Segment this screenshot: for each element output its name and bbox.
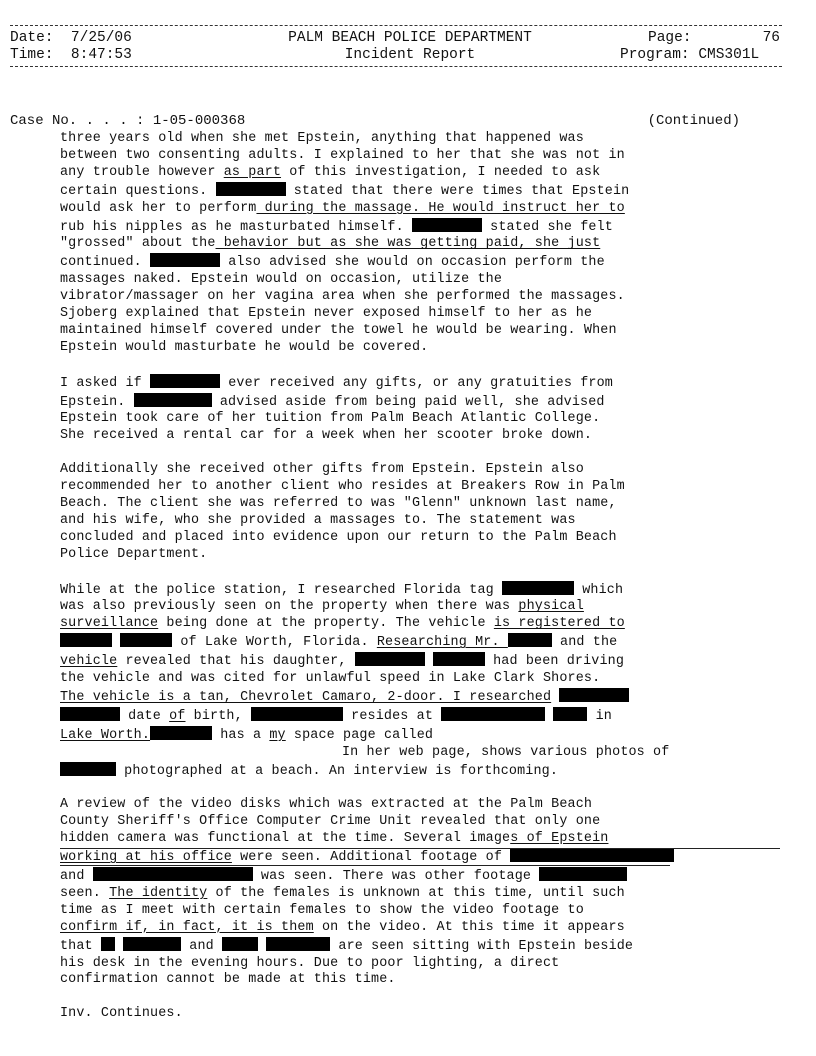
page-label: Page: xyxy=(648,30,692,46)
redaction xyxy=(539,867,627,881)
redaction xyxy=(150,253,220,267)
redaction xyxy=(553,707,587,721)
paragraph-4: While at the police station, I researched Florida tag which was also previously seen on the property when there was physical surveillance being done at the property. The vehicle is registered to of Lake Worth, Florida. Researching Mr. and the vehicle revealed that his daughter, had been driving the vehicle and was cited for unlawful speed in Lake Clark Shores. The vehicle is a tan, Chevrolet Camaro, 2-door. I researched date of birth, resides at in Lake Worth. has a my space page called In her web page, shows various photos of photographed at a beach. An interview is forthcoming. xyxy=(60,582,670,779)
redaction xyxy=(559,688,629,702)
header-bottom-rule xyxy=(10,66,782,67)
department-name: PALM BEACH POLICE DEPARTMENT xyxy=(288,30,532,46)
redaction xyxy=(60,707,120,721)
redaction xyxy=(502,581,574,595)
redaction xyxy=(251,707,343,721)
redaction xyxy=(134,393,212,407)
header-top-rule xyxy=(10,25,782,26)
redaction xyxy=(508,633,552,647)
redaction xyxy=(216,182,286,196)
redaction xyxy=(355,652,425,666)
report-time: Time: 8:47:53 xyxy=(10,47,132,63)
paragraph-3: Additionally she received other gifts from Epstein. Epstein also recommended her to another client who resides at Breakers Row in Palm Beach. The client she was referred to was "Glenn" unknown last name, and his wife, who she provided a massages to. The statement was concluded and placed into evidence upon our return to the Palm Beach Police Department. xyxy=(60,462,625,562)
redaction xyxy=(441,707,545,721)
program-id: Program: CMS301L xyxy=(620,47,760,63)
case-number-line xyxy=(10,113,780,129)
redaction xyxy=(150,374,220,388)
paragraph-1: three years old when she met Epstein, anything that happened was between two consenting adults. I explained to her that she was not in any trouble however as part of this investigation, I needed to ask certain questions. stated that there were times that Epstein would ask her to perform during the massage. He would instruct her to rub his nipples as he masturbated himself. stated she felt "grossed" about the behavior but as she was getting paid, she just continued. also advised she would on occasion perform the massages naked. Epstein would on occasion, utilize the vibrator/massager on her vagina area when she performed the massages. Sjoberg explained that Epstein never exposed himself to her as he maintained himself covered under the towel he would be wearing. When Epstein would masturbate he would be covered. xyxy=(60,131,630,355)
redaction xyxy=(60,633,112,647)
redaction xyxy=(120,633,172,647)
strike-line xyxy=(60,848,780,849)
case-label: Case No. . . . : xyxy=(10,113,145,129)
redaction xyxy=(510,848,674,862)
redaction xyxy=(93,867,253,881)
redaction xyxy=(101,937,115,951)
redaction xyxy=(412,218,482,232)
paragraph-2: I asked if ever received any gifts, or any gratuities from Epstein. advised aside from being paid well, she advised Epstein took care of her tuition from Palm Beach Atlantic College. She received a rental car for a week when her scooter broke down. xyxy=(60,375,613,444)
redaction xyxy=(150,726,212,740)
paragraph-5: A review of the video disks which was extracted at the Palm Beach County Sheriff's Office Computer Crime Unit revealed that only one hidden camera was functional at the time. Several images of Epstein working at his office were seen. Additional footage of and was seen. There was other footage seen. The identity of the females is unknown at this time, until such time as I meet with certain females to show the video footage to confirm if, in fact, it is them on the video. At this time it appears that and are seen sitting with Epstein beside his desk in the evening hours. Due to poor lighting, a direct confirmation cannot be made at this time. xyxy=(60,797,760,989)
redaction xyxy=(222,937,258,951)
redaction xyxy=(123,937,181,951)
case-number: 1-05-000368 xyxy=(152,113,246,129)
report-body xyxy=(60,131,760,1040)
redaction xyxy=(266,937,330,951)
page-number: 76 xyxy=(762,30,780,46)
redaction xyxy=(433,652,485,666)
closing-line: Inv. Continues. xyxy=(60,1006,183,1022)
redaction xyxy=(60,762,116,776)
report-type: Incident Report xyxy=(344,47,476,63)
report-date: Date: 7/25/06 xyxy=(10,30,132,46)
strike-line xyxy=(60,865,670,866)
continued-label: (Continued) xyxy=(647,113,740,129)
